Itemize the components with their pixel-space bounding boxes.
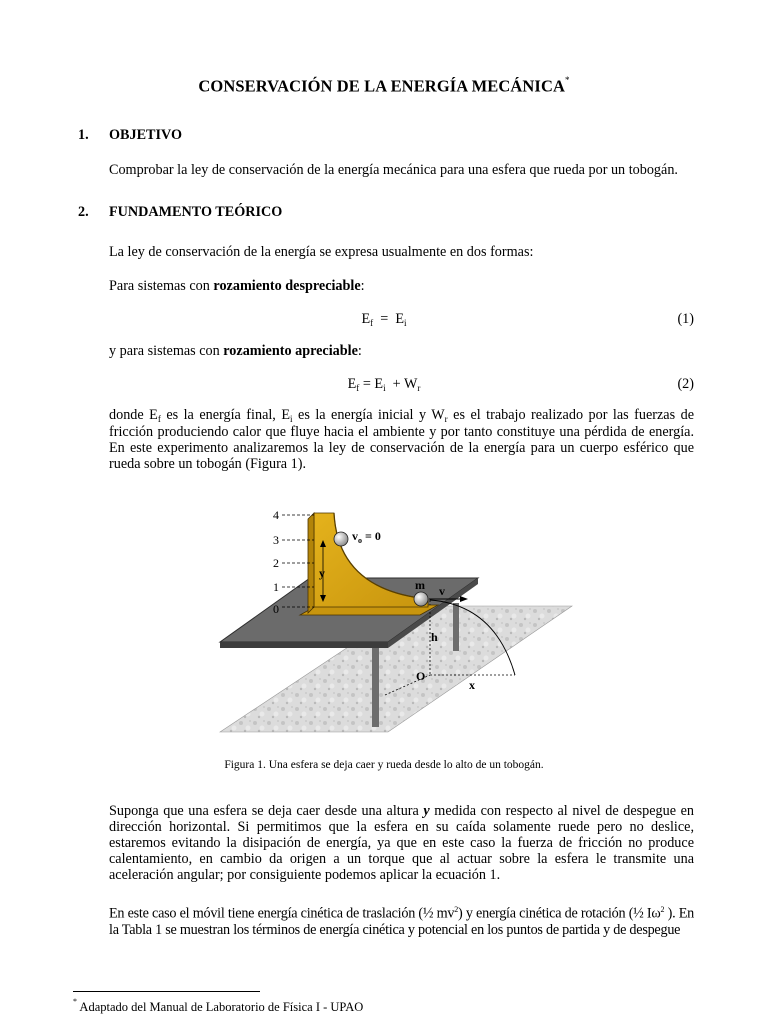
sphere-top bbox=[334, 532, 348, 546]
paragraph-rolling-sphere: Suponga que una esfera se deja caer desde una altura y medida con respecto al nivel de despegue en dirección horizontal. Si permitimos que la esfera en su caída solamente ruede pero no deslice, estaremos evitando la disipación de energía, ya que en este caso la fuerza de fricción no produce calentamiento, en cambio da origen a un torque que al actuar sobre la esfera le transmite una aceleración angular; por consiguiente podemos aplicar la ecuación 1. bbox=[109, 803, 694, 883]
case-2-text: y para sistemas con rozamiento apreciable: bbox=[109, 343, 362, 359]
label-origin: O bbox=[416, 669, 426, 683]
label-x: x bbox=[469, 678, 475, 692]
table-leg-front bbox=[372, 645, 379, 727]
paragraph-energy-definitions: donde $E_f$ es la energía final, $E_i$ es la energía inicial y $W_r$ es el trabajo realizado por las fuerzas de fricción produciendo calor que fluye hacia el ambiente y por tanto constituye una pérdida de energía. En este experimento analizaremos la ley de conservación de la energía para un cuerpo esférico que rueda sobre un tobogán (Figura 1). bbox=[109, 407, 694, 472]
scale-label-3: 3 bbox=[273, 533, 279, 547]
intro-text: La ley de conservación de la energía se expresa usualmente en dos formas: bbox=[109, 244, 534, 260]
figure-1-diagram bbox=[210, 495, 580, 740]
scale-label-2: 2 bbox=[273, 556, 279, 570]
label-v0: $v_o = 0$ bbox=[352, 529, 381, 545]
section-2-heading: FUNDAMENTO TEÓRICO bbox=[109, 204, 283, 220]
section-1-heading: OBJETIVO bbox=[109, 127, 183, 143]
label-h: h bbox=[431, 630, 438, 644]
label-v: v bbox=[439, 584, 445, 598]
label-m: m bbox=[415, 578, 425, 592]
case-1-text: Para sistemas con rozamiento despreciable: bbox=[109, 278, 365, 294]
label-y: y bbox=[319, 566, 325, 580]
equation-1-number: (1) bbox=[677, 311, 694, 327]
scale-label-1: 1 bbox=[273, 580, 279, 594]
table-leg-right bbox=[453, 603, 459, 651]
figure-1-caption: Figura 1. Una esfera se deja caer y rueda desde lo alto de un tobogán. bbox=[224, 759, 544, 771]
sphere-bottom bbox=[414, 592, 428, 606]
equation-1: $E_f = E_i$ bbox=[361, 311, 407, 328]
objective-text: Comprobar la ley de conservación de la energía mecánica para una esfera que rueda por un tobogán. bbox=[109, 162, 678, 178]
footnote-separator bbox=[73, 991, 260, 992]
scale-label-0: 0 bbox=[273, 602, 279, 616]
section-1-number: 1. bbox=[78, 127, 89, 143]
section-2-number: 2. bbox=[78, 204, 89, 220]
footnote-marker: * bbox=[564, 75, 570, 85]
equation-2: $E_f = E_i + W_r$ bbox=[347, 376, 421, 393]
page-title: CONSERVACIÓN DE LA ENERGÍA MECÁNICA* bbox=[198, 75, 570, 96]
footnote: * Adaptado del Manual de Laboratorio de Física I - UPAO bbox=[73, 997, 364, 1015]
equation-2-number: (2) bbox=[677, 376, 694, 392]
scale-label-4: 4 bbox=[273, 508, 279, 522]
paragraph-kinetic-energy: En este caso el móvil tiene energía cinética de traslación (½ $mv^2$) y energía cinética de rotación (½ $I\omega^2$ ). En la Tabla 1 se muestran los términos de energía cinética y potencial en los puntos de partida y de despegue bbox=[109, 905, 694, 938]
